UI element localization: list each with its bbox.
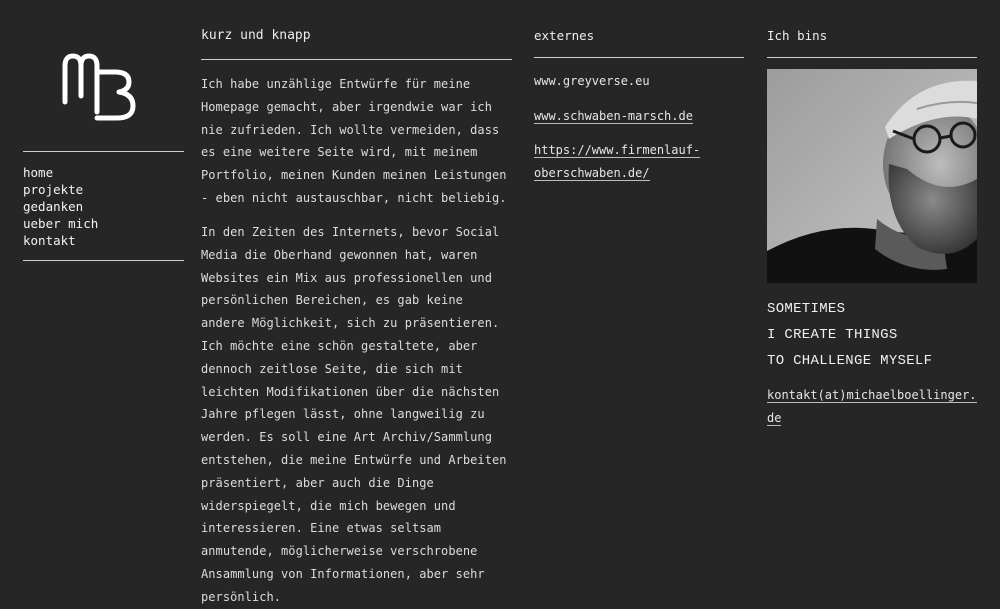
nav-item-gedanken[interactable]: gedanken — [23, 199, 84, 214]
about-heading: kurz und knapp — [201, 28, 311, 43]
portrait-photo — [767, 69, 977, 283]
contact-email-text[interactable]: kontakt(at)michaelboellinger.de — [767, 388, 977, 425]
ich-bins-heading: Ich bins — [767, 28, 828, 43]
link-greyverse[interactable]: www.greyverse.eu — [534, 74, 650, 88]
mb-logo-icon[interactable] — [59, 52, 149, 124]
link-firmenlauf-line-1[interactable]: https://www.firmenlauf- — [534, 143, 701, 157]
about-divider — [201, 59, 512, 60]
ich-bins-divider — [767, 57, 977, 58]
about-paragraph-1: Ich habe unzählige Entwürfe für meine Homepage gemacht, aber irgendwie war ich nie zufrieden. Ich wollte vermeiden, dass es eine weitere Seite wird, mit meinem Portfolio, meinen Kunden meinen Leistungen - eben nicht austauschbar, nicht beliebig. — [201, 77, 507, 205]
link-firmenlauf-line-2[interactable]: oberschwaben.de/ — [534, 165, 650, 180]
nav-top-divider — [23, 151, 184, 152]
externes-divider — [534, 57, 744, 58]
nav-bottom-divider — [23, 260, 184, 261]
portrait-image-icon — [767, 69, 977, 283]
about-paragraph-2: In den Zeiten des Internets, bevor Social Media die Oberhand gewonnen hat, waren Websites ein Mix aus professionellen und persönlichen Bereichen, es gab keine andere Möglichkeit, sich zu präsentieren. Ich möchte eine schön gestaltete, aber dennoch zeitlose Seite, die sich mit leichten Modifikationen über die nächsten Jahre pflegen lässt, ohne langweilig zu werden. Es soll eine Art Archiv/Sammlung entstehen, die meine Entwürfe und Arbeiten präsentiert, aber auch die Dinge widerspiegelt, die mich bewegen und interessieren. Eine etwas seltsam anmutende, möglicherweise verschrobene Ansammlung von Informationen, aber sehr persönlich. — [201, 225, 507, 604]
main-navigation — [23, 164, 98, 249]
link-schwaben-marsch-text[interactable]: www.schwaben-marsch.de — [534, 109, 693, 123]
contact-email-link[interactable] — [767, 384, 979, 430]
nav-item-ueber-mich[interactable]: ueber mich — [23, 216, 99, 231]
tagline-line-1: SOMETIMES — [767, 301, 846, 317]
nav-item-home[interactable]: home — [23, 165, 54, 180]
externes-heading: externes — [534, 28, 595, 43]
tagline-line-2: I CREATE THINGS — [767, 327, 898, 343]
link-schwaben-marsch[interactable] — [534, 105, 693, 128]
nav-item-kontakt[interactable]: kontakt — [23, 233, 76, 248]
nav-item-projekte[interactable]: projekte — [23, 182, 84, 197]
link-firmenlauf[interactable] — [534, 139, 700, 184]
tagline-line-3: TO CHALLENGE MYSELF — [767, 353, 933, 369]
